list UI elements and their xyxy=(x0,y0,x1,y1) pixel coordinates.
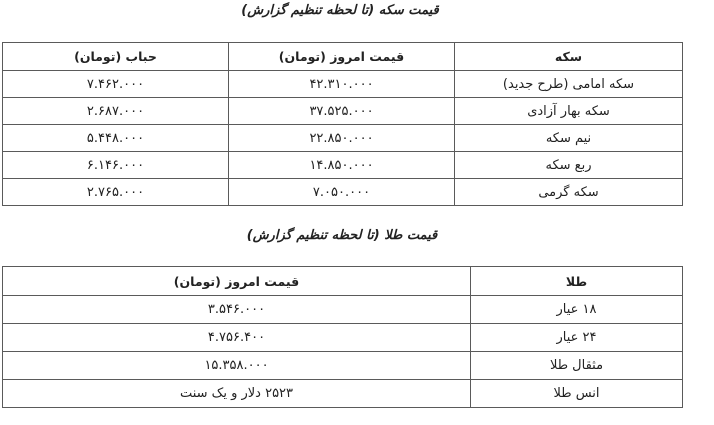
coin-price-cell: ۷.۰۵۰.۰۰۰ xyxy=(229,179,455,206)
coin-bubble-cell: ۵.۴۴۸.۰۰۰ xyxy=(3,125,229,152)
coin-price-cell: ۲۲.۸۵۰.۰۰۰ xyxy=(229,125,455,152)
coin-price-cell: ۳۷.۵۲۵.۰۰۰ xyxy=(229,98,455,125)
gold-price-cell: ۱۵.۳۵۸.۰۰۰ xyxy=(3,352,471,380)
column-header-bubble: حباب (تومان) xyxy=(3,43,229,71)
table-row xyxy=(3,179,683,206)
table-row xyxy=(3,71,683,98)
table-header-row xyxy=(3,43,683,71)
coin-bubble-cell: ۷.۴۶۲.۰۰۰ xyxy=(3,71,229,98)
coin-price-table xyxy=(2,42,683,206)
table-row xyxy=(3,125,683,152)
gold-name-cell: انس طلا xyxy=(471,380,683,408)
table-row xyxy=(3,98,683,125)
column-header-coin: سکه xyxy=(455,43,683,71)
coin-name-cell: سکه امامی (طرح جدید) xyxy=(455,71,683,98)
column-header-price: قیمت امروز (تومان) xyxy=(229,43,455,71)
gold-name-cell: ۱۸ عیار xyxy=(471,296,683,324)
table-row xyxy=(3,324,683,352)
coin-section-title: قیمت سکه (تا لحظه تنظیم گزارش) xyxy=(241,3,439,18)
coin-price-cell: ۴۲.۳۱۰.۰۰۰ xyxy=(229,71,455,98)
gold-price-cell: ۳.۵۴۶.۰۰۰ xyxy=(3,296,471,324)
column-header-price: قیمت امروز (تومان) xyxy=(3,267,471,296)
coin-bubble-cell: ۲.۶۸۷.۰۰۰ xyxy=(3,98,229,125)
coin-name-cell: نیم سکه xyxy=(455,125,683,152)
coin-name-cell: سکه گرمی xyxy=(455,179,683,206)
gold-price-table xyxy=(2,266,683,408)
gold-name-cell: مثقال طلا xyxy=(471,352,683,380)
coin-bubble-cell: ۲.۷۶۵.۰۰۰ xyxy=(3,179,229,206)
gold-section-title: قیمت طلا (تا لحظه تنظیم گزارش) xyxy=(246,228,438,243)
table-row xyxy=(3,296,683,324)
coin-name-cell: سکه بهار آزادی xyxy=(455,98,683,125)
coin-price-cell: ۱۴.۸۵۰.۰۰۰ xyxy=(229,152,455,179)
coin-name-cell: ربع سکه xyxy=(455,152,683,179)
gold-price-cell: ۴.۷۵۶.۴۰۰ xyxy=(3,324,471,352)
gold-price-cell: ۲۵۲۳ دلار و یک سنت xyxy=(3,380,471,408)
gold-name-cell: ۲۴ عیار xyxy=(471,324,683,352)
table-row xyxy=(3,380,683,408)
coin-bubble-cell: ۶.۱۴۶.۰۰۰ xyxy=(3,152,229,179)
table-row xyxy=(3,352,683,380)
column-header-gold: طلا xyxy=(471,267,683,296)
table-row xyxy=(3,152,683,179)
table-header-row xyxy=(3,267,683,296)
